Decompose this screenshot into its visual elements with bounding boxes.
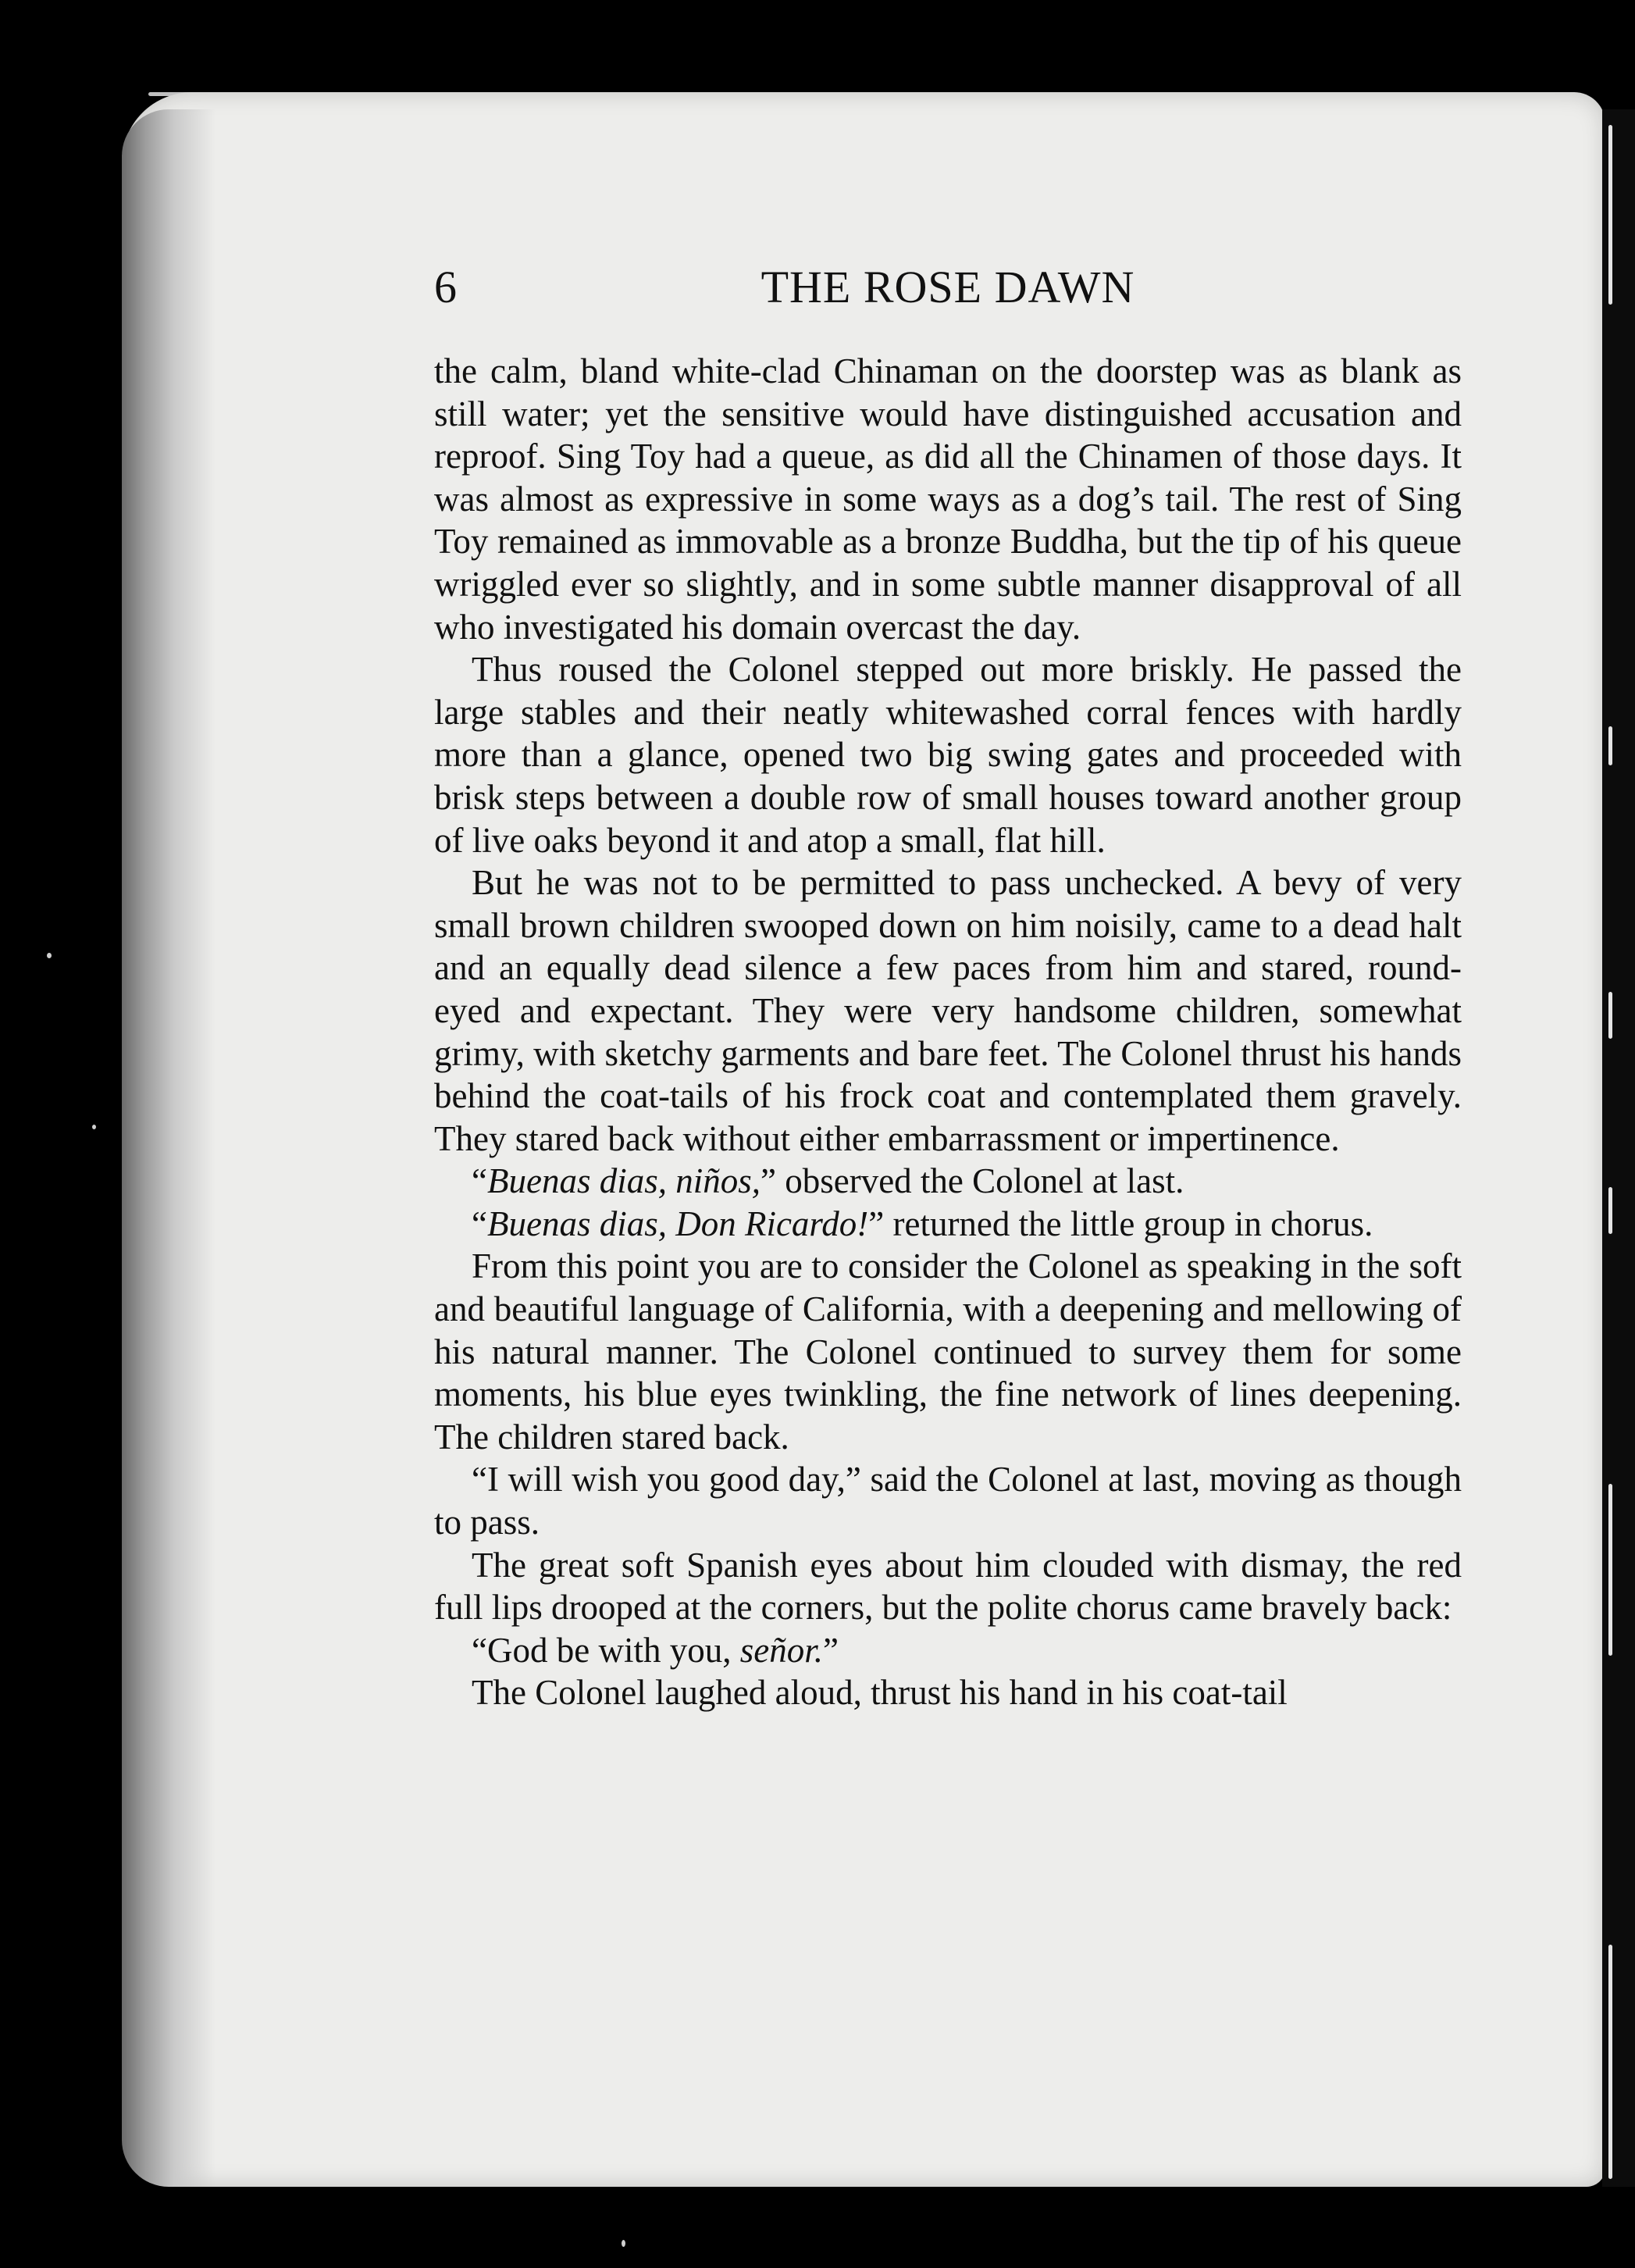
open-quote: “: [472, 1204, 487, 1243]
paragraph: [434, 1629, 1462, 1672]
scan-edge-mark: [1608, 726, 1612, 765]
page-header: [434, 256, 1462, 319]
paragraph: “I will wish you good day,” said the Colonel at last, moving as though to pass.: [434, 1460, 1462, 1542]
open-quote: “: [472, 1161, 487, 1201]
scan-edge-mark: [1608, 992, 1612, 1039]
paragraph: From this point you are to consider the Colonel as speaking in the soft and beautiful language of California, with a deepening and mellowing of his natural manner. The Colonel continued to survey them for some moments, his blue eyes twinkling, the fine network of lines deepening. The children stared back.: [434, 1246, 1462, 1457]
paragraph: [434, 1203, 1462, 1246]
body-text: [434, 350, 1462, 1714]
dialogue-tag: ” observed the Colonel at last.: [761, 1161, 1184, 1201]
paragraph: But he was not to be permitted to pass unchecked. A bevy of very small brown children swooped down on him noisily, came to a dead halt and an equally dead silence a few paces from him and stared, round-eyed and expectant. They were very handsome children, somewhat grimy, with sketchy garments and bare feet. The Colonel thrust his hands behind the coat-tails of his frock coat and contemplated them gravely. They stared back without either embarrassment or impertinence.: [434, 863, 1462, 1158]
paragraph: The great soft Spanish eyes about him clouded with dismay, the red full lips drooped at the corners, but the polite chorus came bravely back:: [434, 1545, 1462, 1628]
page-number: 6: [434, 262, 457, 312]
paragraph: The Colonel laughed aloud, thrust his hand in his coat-tail: [472, 1673, 1288, 1713]
paragraph: [434, 1160, 1462, 1203]
scan-edge-mark: [1608, 125, 1612, 305]
paragraph: Thus roused the Colonel stepped out more briskly. He passed the large stables and their neatly whitewashed corral fences with hardly more than a glance, opened two big swing gates and proceeded with brisk steps between a double row of small houses toward another group of live oaks beyond it and atop a small, flat hill.: [434, 650, 1462, 860]
scan-speck: [47, 953, 52, 958]
scan-speck: [622, 2240, 625, 2247]
scan-speck: [92, 1125, 96, 1129]
dialogue-text: “God be with you,: [472, 1630, 740, 1670]
scan-right-border: [1602, 109, 1635, 2187]
spanish-word: señor.: [739, 1630, 823, 1670]
dialogue-tag: ” returned the little group in chorus.: [868, 1204, 1373, 1243]
scan-edge-mark: [1608, 1187, 1612, 1234]
close-quote: ”: [822, 1630, 839, 1670]
spanish-greeting: Buenas dias, Don Ricardo!: [486, 1204, 869, 1243]
binding-gutter-shadow: [122, 109, 216, 2187]
running-title: THE ROSE DAWN: [761, 262, 1135, 312]
scan-edge-mark: [1608, 1945, 1612, 2179]
spanish-greeting: Buenas dias, niños,: [486, 1161, 761, 1201]
scan-edge-mark: [1608, 1484, 1612, 1656]
paragraph: the calm, bland white-clad Chinaman on the doorstep was as blank as still water; yet the sensitive would have distinguished accusation and reproof. Sing Toy had a queue, as did all the Chinamen of those days. It was almost as expressive in some ways as a dog’s tail. The rest of Sing Toy remained as immovable as a bronze Buddha, but the tip of his queue wriggled ever so slightly, and in some subtle manner disapproval of all who investigated his domain overcast the day.: [434, 351, 1462, 647]
